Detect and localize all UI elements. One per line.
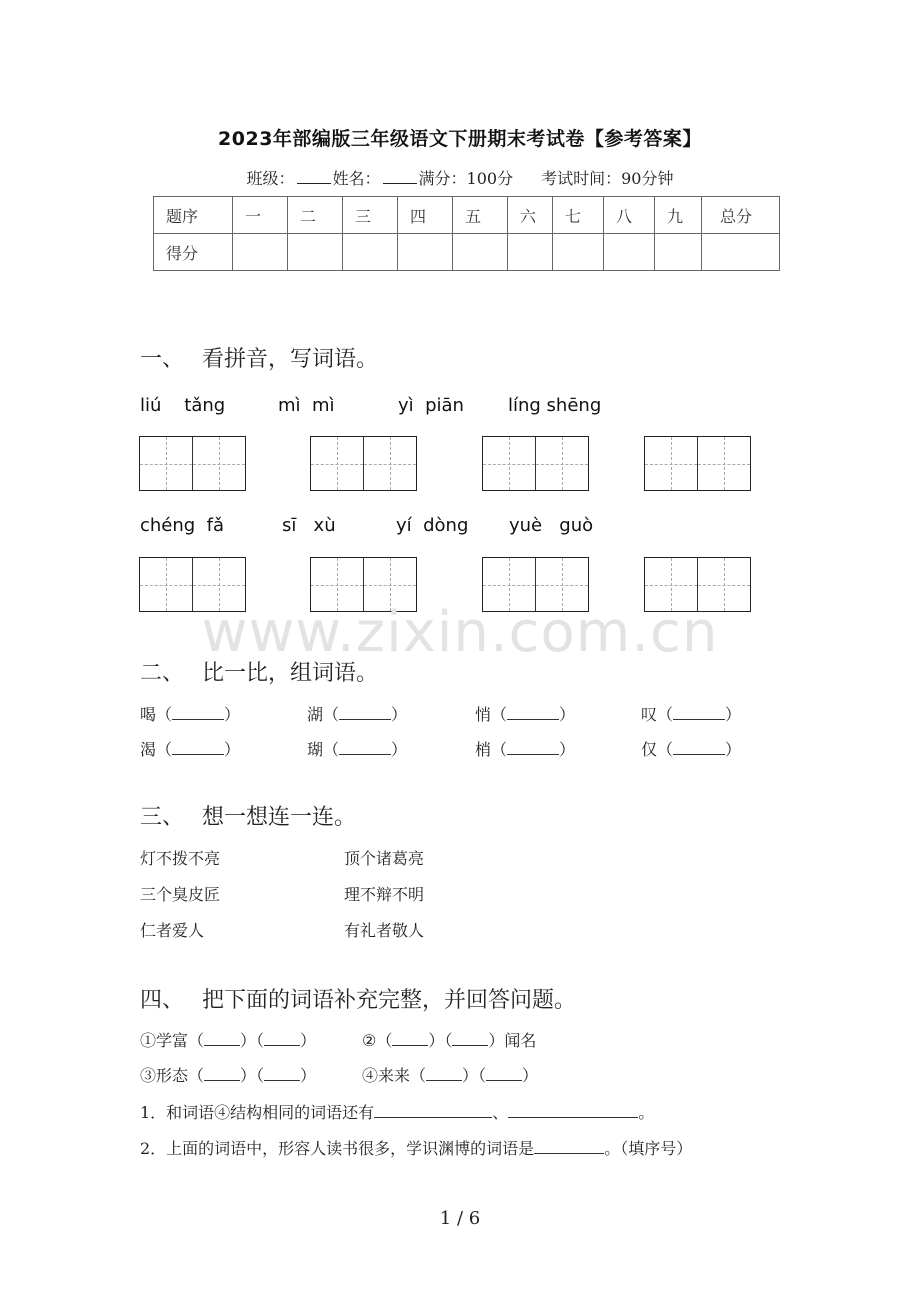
score-cell[interactable]	[553, 234, 604, 271]
match-right-item[interactable]: 有礼者敬人	[344, 921, 425, 940]
page-number: 1 / 6	[439, 1208, 481, 1229]
score-cell[interactable]	[233, 234, 288, 271]
idiom-1: ①学富（ ）（ ）	[140, 1031, 317, 1050]
section-3-heading	[140, 800, 356, 831]
table-cell: 一	[233, 197, 288, 234]
match-left-item[interactable]: 三个臭皮匠	[140, 885, 221, 904]
full-score: 满分：100分	[418, 169, 514, 188]
answer-blank[interactable]	[673, 705, 725, 720]
section-number: 四、	[140, 988, 185, 1013]
section-2-heading	[140, 656, 378, 687]
table-cell: 六	[508, 197, 553, 234]
score-cell[interactable]	[288, 234, 343, 271]
compare-item: 喝（ ）	[140, 705, 241, 724]
table-cell: 三	[343, 197, 398, 234]
section-1-heading	[140, 342, 378, 373]
name-blank[interactable]	[383, 169, 417, 184]
writing-grid[interactable]	[139, 436, 246, 491]
answer-blank[interactable]	[508, 1103, 638, 1118]
writing-grid[interactable]	[310, 436, 417, 491]
table-cell: 得分	[154, 234, 233, 271]
section-title: 比一比，组词语。	[202, 661, 379, 686]
compare-item: 渴（ ）	[140, 740, 241, 759]
answer-blank[interactable]	[452, 1031, 488, 1046]
pinyin: chéng fǎ	[140, 515, 225, 536]
answer-blank[interactable]	[339, 705, 391, 720]
match-left-item[interactable]: 灯不拨不亮	[140, 849, 221, 868]
table-cell: 总分	[702, 197, 780, 234]
section-title: 看拼音，写词语。	[202, 347, 379, 372]
score-cell[interactable]	[343, 234, 398, 271]
table-cell: 九	[655, 197, 702, 234]
section-number: 二、	[140, 661, 185, 686]
exam-time: 考试时间：90分钟	[541, 169, 674, 188]
idiom-3: ③形态（ ）（ ）	[140, 1066, 317, 1085]
score-cell[interactable]	[655, 234, 702, 271]
idiom-4: ④来来（ ）（ ）	[362, 1066, 539, 1085]
pinyin: mì mì	[278, 395, 335, 416]
watermark: www.zixin.com.cn	[201, 600, 719, 665]
page-title: 2023年部编版三年级语文下册期末考试卷【参考答案】	[218, 128, 702, 150]
score-cell[interactable]	[604, 234, 655, 271]
writing-grid[interactable]	[482, 436, 589, 491]
answer-blank[interactable]	[673, 740, 725, 755]
match-right-item[interactable]: 顶个诸葛亮	[344, 849, 425, 868]
table-cell: 题序	[154, 197, 233, 234]
answer-blank[interactable]	[486, 1066, 522, 1081]
table-row	[154, 234, 780, 271]
score-table	[153, 196, 780, 271]
table-cell: 二	[288, 197, 343, 234]
table-cell: 五	[453, 197, 508, 234]
answer-blank[interactable]	[392, 1031, 428, 1046]
question-2: 2．上面的词语中，形容人读书很多，学识渊博的词语是 。（填序号）	[140, 1139, 693, 1158]
section-title: 把下面的词语补充完整，并回答问题。	[202, 988, 577, 1013]
class-blank[interactable]	[297, 169, 331, 184]
pinyin: yì piān	[398, 395, 464, 416]
score-cell[interactable]	[702, 234, 780, 271]
answer-blank[interactable]	[339, 740, 391, 755]
compare-item: 悄（ ）	[475, 705, 576, 724]
compare-item: 湖（ ）	[307, 705, 408, 724]
answer-blank[interactable]	[374, 1103, 492, 1118]
writing-grid[interactable]	[644, 436, 751, 491]
compare-item: 叹（ ）	[641, 705, 742, 724]
compare-item: 仅（ ）	[641, 740, 742, 759]
class-label: 班级：	[246, 169, 295, 188]
pinyin: yí dòng	[396, 515, 469, 536]
table-row	[154, 197, 780, 234]
question-1: 1．和词语④结构相同的词语还有 、 。	[140, 1103, 655, 1122]
answer-blank[interactable]	[534, 1139, 604, 1154]
answer-blank[interactable]	[426, 1066, 462, 1081]
answer-blank[interactable]	[204, 1031, 240, 1046]
idiom-2: ②（ ）（ ）闻名	[362, 1031, 537, 1050]
answer-blank[interactable]	[507, 740, 559, 755]
compare-item: 梢（ ）	[475, 740, 576, 759]
score-cell[interactable]	[398, 234, 453, 271]
pinyin: yuè guò	[509, 515, 594, 536]
table-cell: 八	[604, 197, 655, 234]
answer-blank[interactable]	[264, 1066, 300, 1081]
section-4-heading	[140, 983, 576, 1014]
answer-blank[interactable]	[204, 1066, 240, 1081]
table-cell: 七	[553, 197, 604, 234]
match-right-item[interactable]: 理不辩不明	[344, 885, 425, 904]
pinyin: sī xù	[282, 515, 336, 536]
table-cell: 四	[398, 197, 453, 234]
exam-info	[0, 166, 920, 189]
answer-blank[interactable]	[264, 1031, 300, 1046]
section-number: 一、	[140, 347, 185, 372]
score-cell[interactable]	[453, 234, 508, 271]
section-number: 三、	[140, 805, 185, 830]
score-cell[interactable]	[508, 234, 553, 271]
answer-blank[interactable]	[172, 705, 224, 720]
section-title: 想一想连一连。	[202, 805, 357, 830]
compare-item: 瑚（ ）	[307, 740, 408, 759]
answer-blank[interactable]	[172, 740, 224, 755]
name-label: 姓名：	[332, 169, 381, 188]
pinyin: liú tǎng	[140, 395, 226, 416]
pinyin: líng shēng	[508, 395, 602, 416]
match-left-item[interactable]: 仁者爱人	[140, 921, 205, 940]
answer-blank[interactable]	[507, 705, 559, 720]
